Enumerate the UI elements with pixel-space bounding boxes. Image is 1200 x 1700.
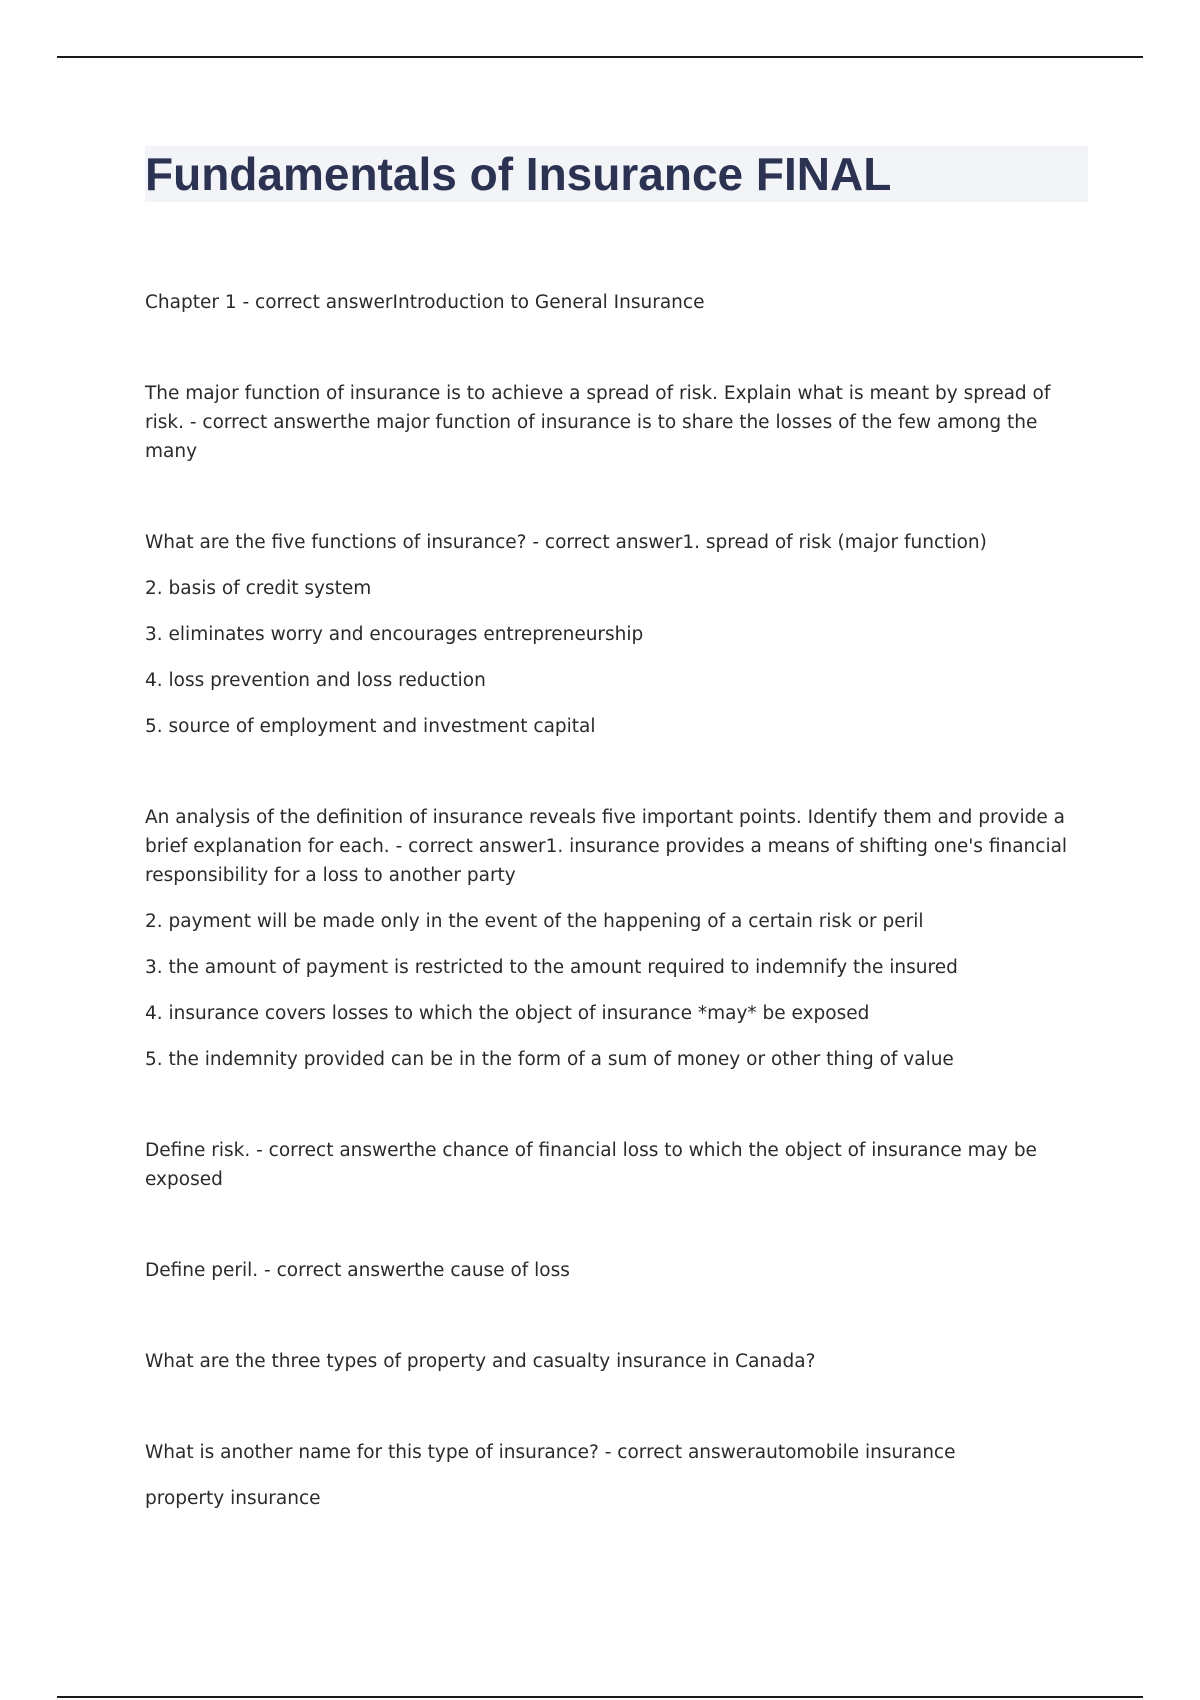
- qa-line: 4. insurance covers losses to which the object of insurance *may* be exposed: [145, 1003, 870, 1024]
- qa-block-spread-of-risk: [145, 379, 1095, 466]
- qa-line: 5. the indemnity provided can be in the form of a sum of money or other thing of value: [145, 1049, 954, 1070]
- qa-line: What are the five functions of insurance? - correct answer1. spread of risk (major function): [145, 532, 987, 553]
- qa-line: 4. loss prevention and loss reduction: [145, 670, 486, 691]
- qa-line: The major function of insurance is to achieve a spread of risk. Explain what is meant by spread of risk. - correct answerthe major function of insurance is to share the losses of the few among the many: [145, 383, 1051, 462]
- qa-line: 2. basis of credit system: [145, 578, 372, 599]
- qa-block-chapter: [145, 288, 1095, 317]
- qa-line: Chapter 1 - correct answerIntroduction to General Insurance: [145, 292, 705, 313]
- qa-block-another-name: [145, 1438, 1095, 1513]
- bottom-rule: [57, 1696, 1143, 1698]
- qa-line: Define risk. - correct answerthe chance of financial loss to which the object of insurance may be exposed: [145, 1140, 1037, 1190]
- qa-line: What are the three types of property and casualty insurance in Canada?: [145, 1351, 816, 1372]
- qa-line: What is another name for this type of insurance? - correct answerautomobile insurance: [145, 1442, 956, 1463]
- qa-line: An analysis of the definition of insurance reveals five important points. Identify them and provide a brief explanation for each. - correct answer1. insurance provides a means of shifting one's financial responsibility for a loss to another party: [145, 807, 1068, 886]
- qa-line: 3. the amount of payment is restricted to the amount required to indemnify the insured: [145, 957, 958, 978]
- qa-line: property insurance: [145, 1488, 321, 1509]
- qa-block-definition-points: [145, 803, 1095, 1074]
- qa-block-five-functions: [145, 528, 1095, 741]
- qa-line: 5. source of employment and investment capital: [145, 716, 596, 737]
- qa-block-define-peril: [145, 1256, 1095, 1285]
- top-rule: [57, 56, 1143, 58]
- qa-line: 3. eliminates worry and encourages entrepreneurship: [145, 624, 644, 645]
- qa-block-define-risk: [145, 1136, 1095, 1194]
- qa-line: 2. payment will be made only in the event of the happening of a certain risk or peril: [145, 911, 924, 932]
- document-title: Fundamentals of Insurance FINAL: [145, 148, 892, 200]
- qa-block-three-types: [145, 1347, 1095, 1376]
- document-body: [145, 288, 1095, 1575]
- qa-line: Define peril. - correct answerthe cause of loss: [145, 1260, 570, 1281]
